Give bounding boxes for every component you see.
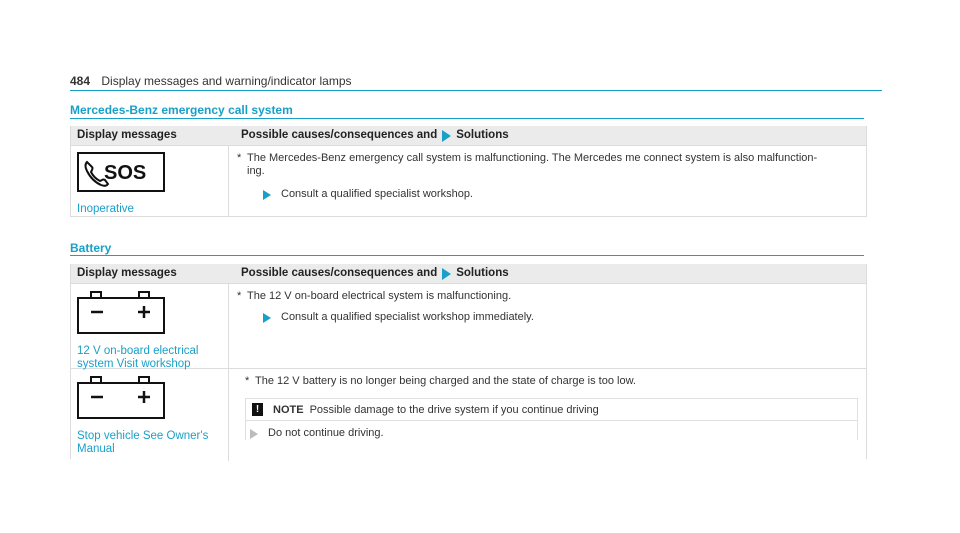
display-cell: [71, 284, 229, 368]
section-divider: [70, 118, 864, 119]
column-header-display: Display messages: [77, 267, 177, 279]
display-label: Inoperative: [77, 203, 134, 215]
footnote-star: *: [245, 375, 250, 387]
display-cell: [71, 369, 229, 461]
warning-icon: !: [252, 403, 263, 416]
cause-cell: [229, 146, 866, 216]
cause-cell: [229, 284, 866, 368]
display-label: [77, 345, 222, 371]
display-label-line: system Visit workshop: [77, 358, 191, 370]
step-arrow-icon: [263, 190, 271, 200]
section-title-battery: Battery: [70, 241, 112, 255]
sos-phone-icon: [77, 152, 165, 192]
display-cell: [71, 146, 229, 216]
battery-icon: [77, 375, 165, 419]
cause-cell: [229, 369, 866, 461]
solution-arrow-icon: [442, 130, 451, 142]
page-header-title: Display messages and warning/indicator lamps: [101, 74, 352, 88]
display-label-line: 12 V on-board electrical: [77, 345, 199, 357]
note-step-text: Do not continue driving.: [268, 427, 384, 439]
cause-text: The Mercedes-Benz emergency call system is malfunctioning. The Mercedes me connect system is also malfunction-: [247, 152, 818, 164]
note-label: NOTE: [273, 403, 304, 416]
footnote-star: *: [237, 152, 242, 164]
cause-text-continued: ing.: [247, 165, 265, 177]
note-header: [246, 399, 857, 421]
step-arrow-icon: [250, 429, 258, 439]
cause-text: The 12 V on-board electrical system is malfunctioning.: [247, 290, 512, 302]
section-divider: [70, 255, 864, 256]
battery-icon: [77, 290, 165, 334]
column-header-causes: [235, 264, 866, 283]
solution-arrow-icon: [442, 268, 451, 280]
column-header-causes-label: Possible causes/consequences and: [241, 267, 438, 279]
solution-step: [237, 188, 858, 201]
table-row: [71, 368, 866, 461]
display-label-line: Manual: [77, 443, 115, 455]
header-divider: [70, 90, 882, 91]
battery-table: [70, 264, 867, 459]
step-arrow-icon: [263, 313, 271, 323]
column-header-solutions-label: Solutions: [456, 267, 509, 279]
cause-text: The 12 V battery is no longer being charged and the state of charge is too low.: [255, 375, 636, 387]
table-header: [71, 126, 866, 145]
emergency-call-table: [70, 126, 867, 217]
column-header-causes-label: Possible causes/consequences and: [241, 129, 438, 141]
column-header-solutions-label: Solutions: [456, 129, 509, 141]
display-label-line: Stop vehicle See Owner's: [77, 430, 209, 442]
table-row: [71, 283, 866, 368]
solution-step: [237, 311, 858, 324]
column-header-causes: [235, 126, 866, 145]
display-label: [77, 430, 222, 456]
svg-text:SOS: SOS: [104, 162, 147, 184]
table-row: [71, 145, 866, 216]
column-header-display: Display messages: [77, 129, 177, 141]
footnote-star: *: [237, 290, 242, 302]
note-box: [245, 398, 858, 440]
page-number: 484: [70, 74, 91, 88]
step-text: Consult a qualified specialist workshop immediately.: [281, 311, 534, 323]
step-text: Consult a qualified specialist workshop.: [281, 188, 473, 200]
note-text: Possible damage to the drive system if you continue driving: [309, 403, 599, 416]
table-header: [71, 264, 866, 283]
section-title-emergency-call: Mercedes-Benz emergency call system: [70, 103, 293, 117]
note-step: [246, 427, 857, 440]
page-header: [70, 74, 352, 88]
